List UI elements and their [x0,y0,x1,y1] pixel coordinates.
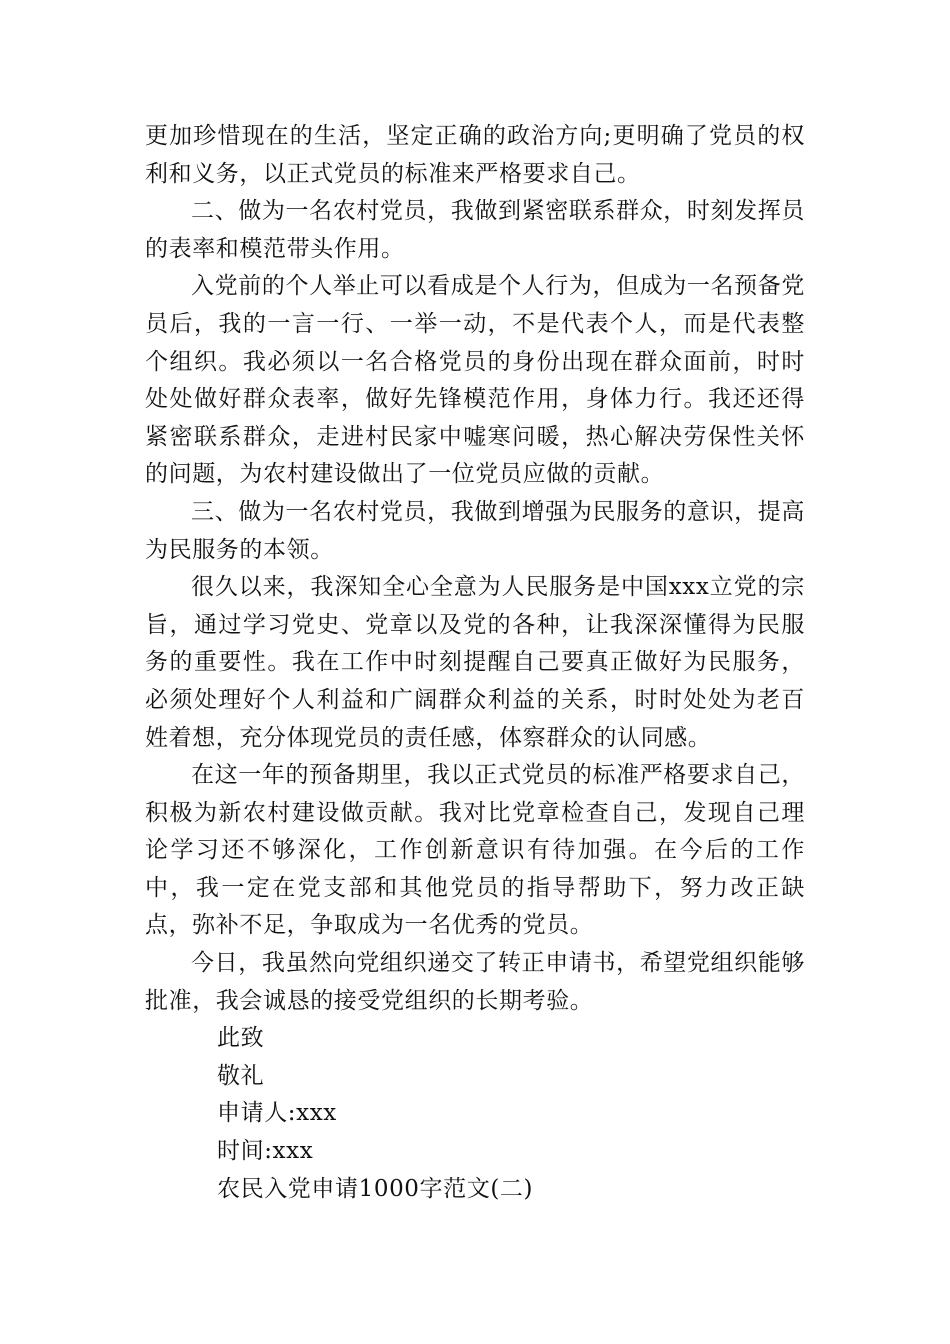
document-page [145,118,805,1208]
paragraph-probation-summary: 在这一年的预备期里，我以正式党员的标准严格要求自己，积极为新农村建设做贡献。我对比党章检查自己，发现自己理论学习还不够深化，工作创新意识有待加强。在今后的工作中，我一定在党支部和其他党员的指导帮助下，努力改正缺点，弥补不足，争取成为一名优秀的党员。 [145,762,805,939]
paragraph-section-two-body: 入党前的个人举止可以看成是个人行为，但成为一名预备党员后，我的一言一行、一举一动，不是代表个人，而是代表整个组织。我必须以一名合格党员的身份出现在群众面前，时时处处做好群众表率，做好先锋模范作用，身体力行。我还还得紧密联系群众，走进村民家中嘘寒问暖，热心解决劳保性关怀的问题，为农村建设做出了一位党员应做的贡献。 [145,273,805,488]
salutation-jingli: 敬礼 [217,1062,265,1089]
paragraph-conclusion: 今日，我虽然向党组织递交了转正申请书，希望党组织能够批准，我会诚恳的接受党组织的长期考验。 [145,950,805,1014]
applicant-line: 申请人:xxx [217,1100,337,1127]
paragraph-continuation: 更加珍惜现在的生活，坚定正确的政治方向;更明确了党员的权利和义务，以正式党员的标准来严格要求自己。 [145,123,805,187]
paragraph-section-three-body: 很久以来，我深知全心全意为人民服务是中国xxx立党的宗旨，通过学习党史、党章以及党的各种，让我深深懂得为民服务的重要性。我在工作中时刻提醒自己要真正做好为民服务，必须处理好个人利益和广阔群众利益的关系，时时处处为老百姓着想，充分体现党员的责任感，体察群众的认同感。 [145,574,805,751]
next-article-title: 农民入党申请1000字范文(二) [217,1175,534,1202]
time-line: 时间:xxx [217,1138,314,1165]
paragraph-section-two-heading: 二、做为一名农村党员，我做到紧密联系群众，时刻发挥员的表率和模范带头作用。 [145,198,805,262]
salutation-cizhi: 此致 [217,1025,265,1052]
paragraph-section-three-heading: 三、做为一名农村党员，我做到增强为民服务的意识，提高为民服务的本领。 [145,498,805,563]
